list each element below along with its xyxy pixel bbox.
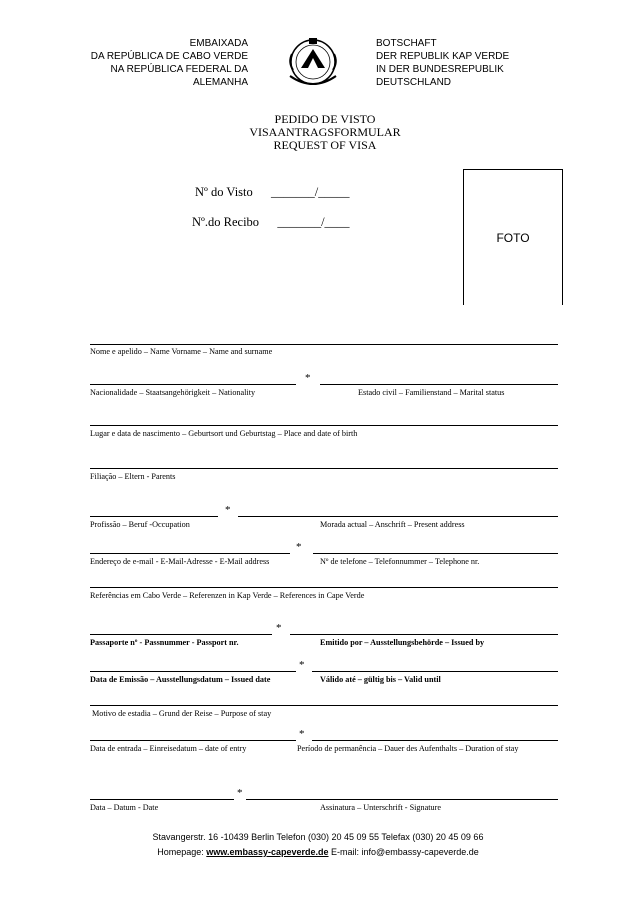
issued-by-label: Emitido por – Ausstellungsbehörde – Issued by <box>320 638 485 647</box>
header-right-line: IN DER BUNDESREPUBLIK <box>376 64 504 75</box>
passport-line[interactable] <box>90 634 272 635</box>
homepage-label: Homepage: <box>157 847 204 857</box>
separator-star: * <box>276 622 282 634</box>
separator-star: * <box>237 787 243 799</box>
phone-label: Nº de telefone – Telefonnummer – Telephone nr. <box>320 557 480 566</box>
separator-star: * <box>299 659 305 671</box>
purpose-line[interactable] <box>90 705 558 706</box>
separator-star: * <box>299 728 305 740</box>
form-title <box>200 113 450 152</box>
separator-star: * <box>296 541 302 553</box>
references-line[interactable] <box>90 587 558 588</box>
purpose-label: Motivo de estadia – Grund der Reise – Purpose of stay <box>92 709 272 718</box>
receipt-number-label: Nº.do Recibo <box>192 215 260 229</box>
header-left-line: ALEMANHA <box>192 77 248 88</box>
form-title-de: VISAANTRAGSFORMULAR <box>249 125 401 139</box>
visa-number-label: Nº do Visto <box>195 185 253 199</box>
address-label: Morada actual – Anschrift – Present address <box>320 520 465 529</box>
duration-label: Período de permanência – Dauer des Aufenthalts – Duration of stay <box>297 744 519 753</box>
issue-date-label: Data de Emissão – Ausstellungsdatum – Issued date <box>90 675 271 684</box>
receipt-number-field[interactable]: _______/____ <box>277 215 350 229</box>
form-title-en: REQUEST OF VISA <box>273 138 377 152</box>
phone-line[interactable] <box>313 553 558 554</box>
header-left-line: DA REPÚBLICA DE CABO VERDE <box>90 51 248 62</box>
header-left <box>60 37 248 89</box>
receipt-number-row <box>192 215 350 230</box>
email-label: Endereço de e-mail - E-Mail-Adresse - E-Mail address <box>90 557 270 566</box>
photo-label: FOTO <box>496 231 530 245</box>
parents-line[interactable] <box>90 468 558 469</box>
parents-label: Filiação – Eltern - Parents <box>90 472 176 481</box>
profession-line[interactable] <box>90 516 218 517</box>
separator-star: * <box>225 504 231 516</box>
header-right-line: DER REPUBLIK KAP VERDE <box>376 51 510 62</box>
name-label: Nome e apelido – Name Vorname – Name and surname <box>90 347 273 356</box>
signature-label: Assinatura – Unterschrift - Signature <box>320 803 441 812</box>
valid-until-line[interactable] <box>312 671 558 672</box>
marital-status-label: Estado civil – Familienstand – Marital status <box>358 388 505 397</box>
nationality-label: Nacionalidade – Staatsangehörigkeit – Nationality <box>90 388 256 397</box>
footer-contact <box>0 847 636 857</box>
valid-until-label: Válido até – gültig bis – Valid until <box>320 675 441 684</box>
marital-status-line[interactable] <box>320 384 558 385</box>
address-line[interactable] <box>238 516 558 517</box>
issue-date-line[interactable] <box>90 671 296 672</box>
header-right-line: BOTSCHAFT <box>376 38 437 49</box>
entry-date-label: Data de entrada – Einreisedatum – date of entry <box>90 744 247 753</box>
birth-label: Lugar e data de nascimento – Geburtsort und Geburtstag – Place and date of birth <box>90 429 358 438</box>
footer-email: E-mail: info@embassy-capeverde.de <box>331 847 479 857</box>
issued-by-line[interactable] <box>290 634 558 635</box>
form-title-pt: PEDIDO DE VISTO <box>274 112 376 126</box>
footer-address: Stavangerstr. 16 -10439 Berlin Telefon (030) 20 45 09 55 Telefax (030) 20 45 09 66 <box>152 832 484 842</box>
birth-line[interactable] <box>90 425 558 426</box>
references-label: Referências em Cabo Verde – Referenzen in Kap Verde – References in Cape Verde <box>90 591 365 600</box>
entry-date-line[interactable] <box>90 740 296 741</box>
header-left-line: EMBAIXADA <box>189 38 248 49</box>
name-line[interactable] <box>90 344 558 345</box>
header-right-line: DEUTSCHLAND <box>376 77 452 88</box>
date-label: Data – Datum - Date <box>90 803 159 812</box>
homepage-link[interactable]: www.embassy-capeverde.de <box>206 847 329 857</box>
duration-line[interactable] <box>312 740 558 741</box>
visa-number-row <box>195 185 350 200</box>
profession-label: Profissão – Beruf -Occupation <box>90 520 190 529</box>
header-right <box>376 37 576 89</box>
visa-number-field[interactable]: _______/_____ <box>271 185 350 199</box>
signature-line[interactable] <box>246 799 558 800</box>
separator-star: * <box>305 372 311 384</box>
passport-label: Passaporte nº - Passnummer - Passport nr. <box>90 638 239 647</box>
coat-of-arms-emblem <box>282 36 344 90</box>
nationality-line[interactable] <box>90 384 296 385</box>
email-line[interactable] <box>90 553 290 554</box>
date-line[interactable] <box>90 799 234 800</box>
header-left-line: NA REPÚBLICA FEDERAL DA <box>110 64 248 75</box>
